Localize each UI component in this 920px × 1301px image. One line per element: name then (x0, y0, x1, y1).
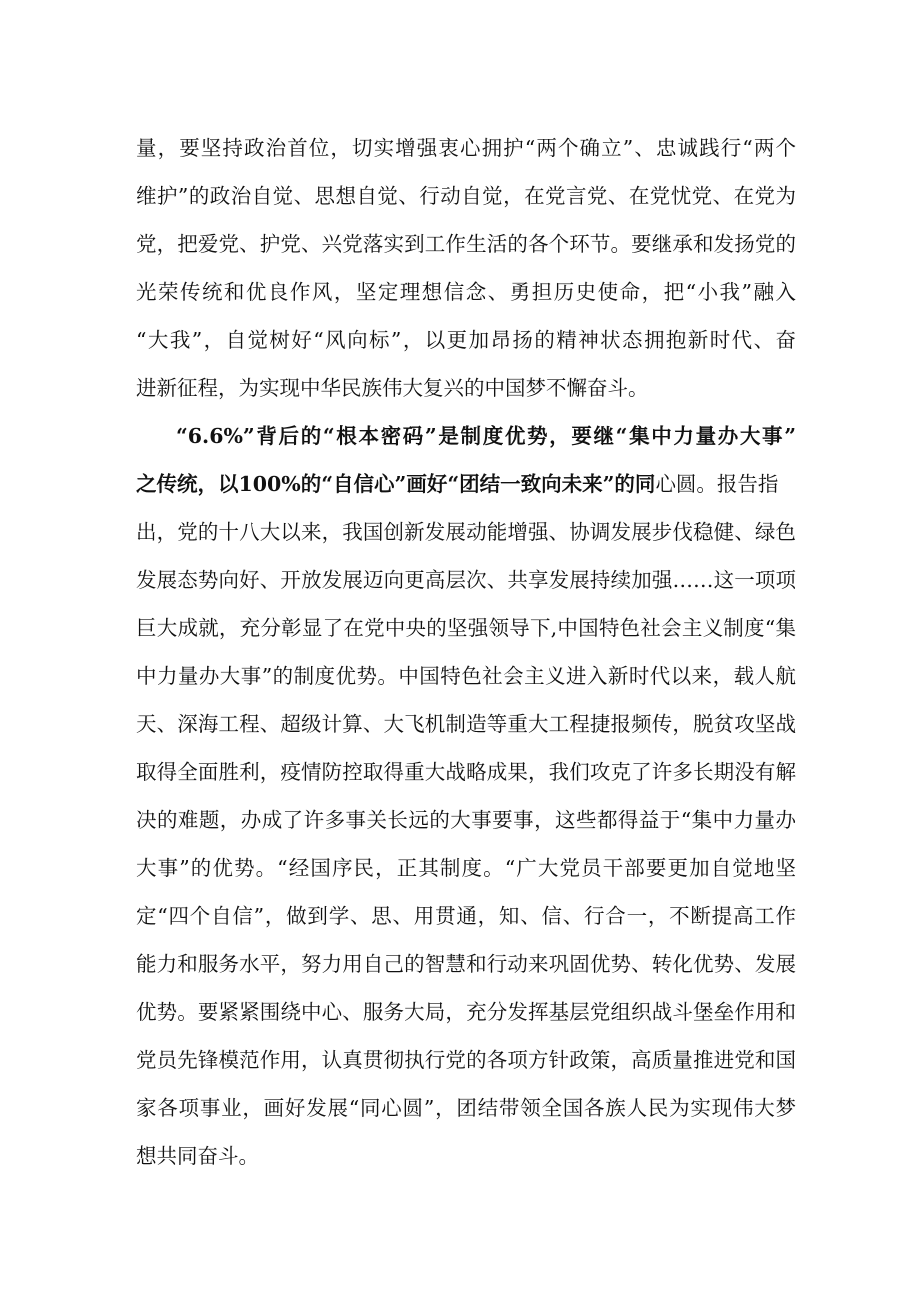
text-line: 大事”的优势。“经国序民，正其制度。“广大党员干部要更加自觉地坚 (136, 856, 796, 880)
text-line: 能力和服务水平，努力用自己的智慧和行动来巩固优势、转化优势、发展 (136, 952, 796, 976)
text-line: 天、深海工程、超级计算、大飞机制造等重大工程捷报频传，脱贫攻坚战 (136, 712, 796, 736)
text-line: 光荣传统和优良作风，坚定理想信念、勇担历史使命，把“小我”融入 (136, 280, 796, 304)
paragraph-heading-line: “6.6%”背后的“根本密码”是制度优势，要继“集中力量办大事” (176, 424, 796, 448)
text-line: 中力量办大事”的制度优势。中国特色社会主义进入新时代以来，载人航 (136, 664, 796, 688)
text-line: 定“四个自信”，做到学、思、用贯通，知、信、行合一，不断提高工作 (136, 904, 796, 928)
text-line: 巨大成就，充分彰显了在党中央的坚强领导下,中国特色社会主义制度“集 (136, 616, 796, 640)
text-line: 想共同奋斗。 (136, 1144, 259, 1168)
heading-bold-text: 之传统，以100%的“自信心”画好“团结一致向未来”的同 (136, 472, 656, 496)
text-line: 党，把爱党、护党、兴党落实到工作生活的各个环节。要继承和发扬党的 (136, 232, 796, 256)
text-line: 决的难题，办成了许多事关长远的大事要事，这些都得益于“集中力量办 (136, 808, 796, 832)
text-line: “大我”，自觉树好“风向标”，以更加昂扬的精神状态拥抱新时代、奋 (136, 328, 796, 352)
text-line: 发展态势向好、开放发展迈向更高层次、共享发展持续加强……这一项项 (136, 568, 796, 592)
text-line: 优势。要紧紧围绕中心、服务大局，充分发挥基层党组织战斗堡垒作用和 (136, 1000, 796, 1024)
text-line: 量，要坚持政治首位，切实增强衷心拥护“两个确立”、忠诚践行“两个 (136, 136, 796, 160)
text-line: 进新征程，为实现中华民族伟大复兴的中国梦不懈奋斗。 (136, 376, 649, 400)
heading-rest-text: 心圆。报告指 (655, 472, 779, 496)
paragraph-heading-line (136, 464, 796, 504)
text-line: 出，党的十八大以来，我国创新发展动能增强、协调发展步伐稳健、绿色 (136, 520, 796, 544)
text-line: 维护”的政治自觉、思想自觉、行动自觉，在党言党、在党忧党、在党为 (136, 184, 796, 208)
text-line: 家各项事业，画好发展“同心圆”，团结带领全国各族人民为实现伟大梦 (136, 1096, 796, 1120)
text-line: 党员先锋模范作用，认真贯彻执行党的各项方针政策，高质量推进党和国 (136, 1048, 796, 1072)
text-line: 取得全面胜利，疫情防控取得重大战略成果，我们攻克了许多长期没有解 (136, 760, 796, 784)
